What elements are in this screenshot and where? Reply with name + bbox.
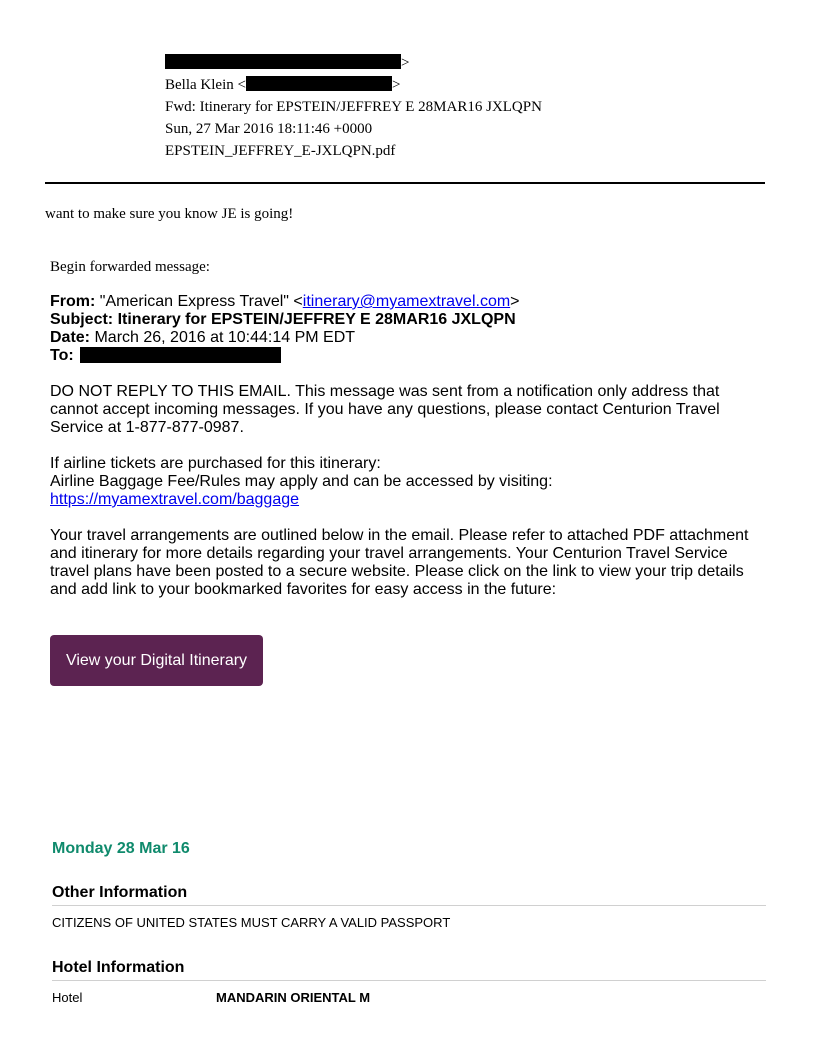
header-divider <box>45 182 765 184</box>
other-information-text: CITIZENS OF UNITED STATES MUST CARRY A VALID PASSPORT <box>52 915 451 930</box>
forward-to-label: To: <box>50 347 74 364</box>
arrangements-line-3: travel plans have been posted to a secure website. Please click on the link to view your trip details <box>50 563 744 580</box>
forward-from-label: From: <box>50 293 96 310</box>
notice-paragraph <box>50 383 720 437</box>
redaction-box <box>246 76 392 91</box>
hotel-label: Hotel <box>52 990 83 1005</box>
arrangements-line-1: Your travel arrangements are outlined below in the email. Please refer to attached PDF attachment <box>50 527 749 544</box>
header-to-value <box>165 75 400 95</box>
notice-line-2: cannot accept incoming messages. If you have any questions, please contact Centurion Travel <box>50 401 720 418</box>
notice-line-1: DO NOT REPLY TO THIS EMAIL. This message was sent from a notification only address that <box>50 383 720 400</box>
forward-intro: Begin forwarded message: <box>50 259 210 275</box>
other-information-title: Other Information <box>52 884 188 901</box>
forward-from-close: > <box>510 293 520 310</box>
baggage-link[interactable]: https://myamextravel.com/baggage <box>50 491 300 508</box>
arrangements-line-4: and add link to your bookmarked favorites for easy access in the future: <box>50 581 557 598</box>
notice-line-3: Service at 1-877-877-0987. <box>50 419 244 436</box>
header-from-value <box>165 53 409 73</box>
header-to-name: Bella Klein < <box>165 77 246 93</box>
forward-subject-line <box>50 311 516 329</box>
forward-from-line <box>50 293 520 311</box>
section-divider <box>52 905 766 906</box>
redaction-box <box>80 347 281 363</box>
header-subject-value: Fwd: Itinerary for EPSTEIN/JEFFREY E 28MAR16 JXLQPN <box>165 99 542 115</box>
forward-from-name: "American Express Travel" < <box>99 293 303 310</box>
view-digital-itinerary-button[interactable]: View your Digital Itinerary <box>50 635 263 686</box>
forward-date-label: Date: <box>50 329 91 346</box>
baggage-line-1: If airline tickets are purchased for this itinerary: <box>50 455 381 472</box>
header-from-suffix: > <box>401 55 410 71</box>
body-note: want to make sure you know JE is going! <box>45 206 294 222</box>
arrangements-paragraph <box>50 527 748 599</box>
section-divider <box>52 980 766 981</box>
arrangements-line-2: and itinerary for more details regarding your travel arrangements. Your Centurion Travel Service <box>50 545 728 562</box>
header-to-suffix: > <box>391 77 401 93</box>
baggage-paragraph <box>50 455 553 509</box>
header-date-value: Sun, 27 Mar 2016 18:11:46 +0000 <box>165 121 373 137</box>
day-heading: Monday 28 Mar 16 <box>52 840 190 857</box>
redaction-box <box>165 54 401 69</box>
forward-from-email-link[interactable]: itinerary@myamextravel.com <box>302 293 511 310</box>
hotel-value: MANDARIN ORIENTAL M <box>216 990 371 1005</box>
forward-date-line <box>50 329 355 347</box>
forward-subject-label: Subject: <box>50 311 114 328</box>
hotel-information-title: Hotel Information <box>52 959 185 976</box>
baggage-line-2: Airline Baggage Fee/Rules may apply and can be accessed by visiting: <box>50 473 553 490</box>
header-attachments-value: EPSTEIN_JEFFREY_E-JXLQPN.pdf <box>165 143 396 159</box>
forward-subject-value: Itinerary for EPSTEIN/JEFFREY E 28MAR16 JXLQPN <box>117 311 516 328</box>
forward-date-value: March 26, 2016 at 10:44:14 PM EDT <box>94 329 356 346</box>
forward-to-line <box>50 347 281 365</box>
